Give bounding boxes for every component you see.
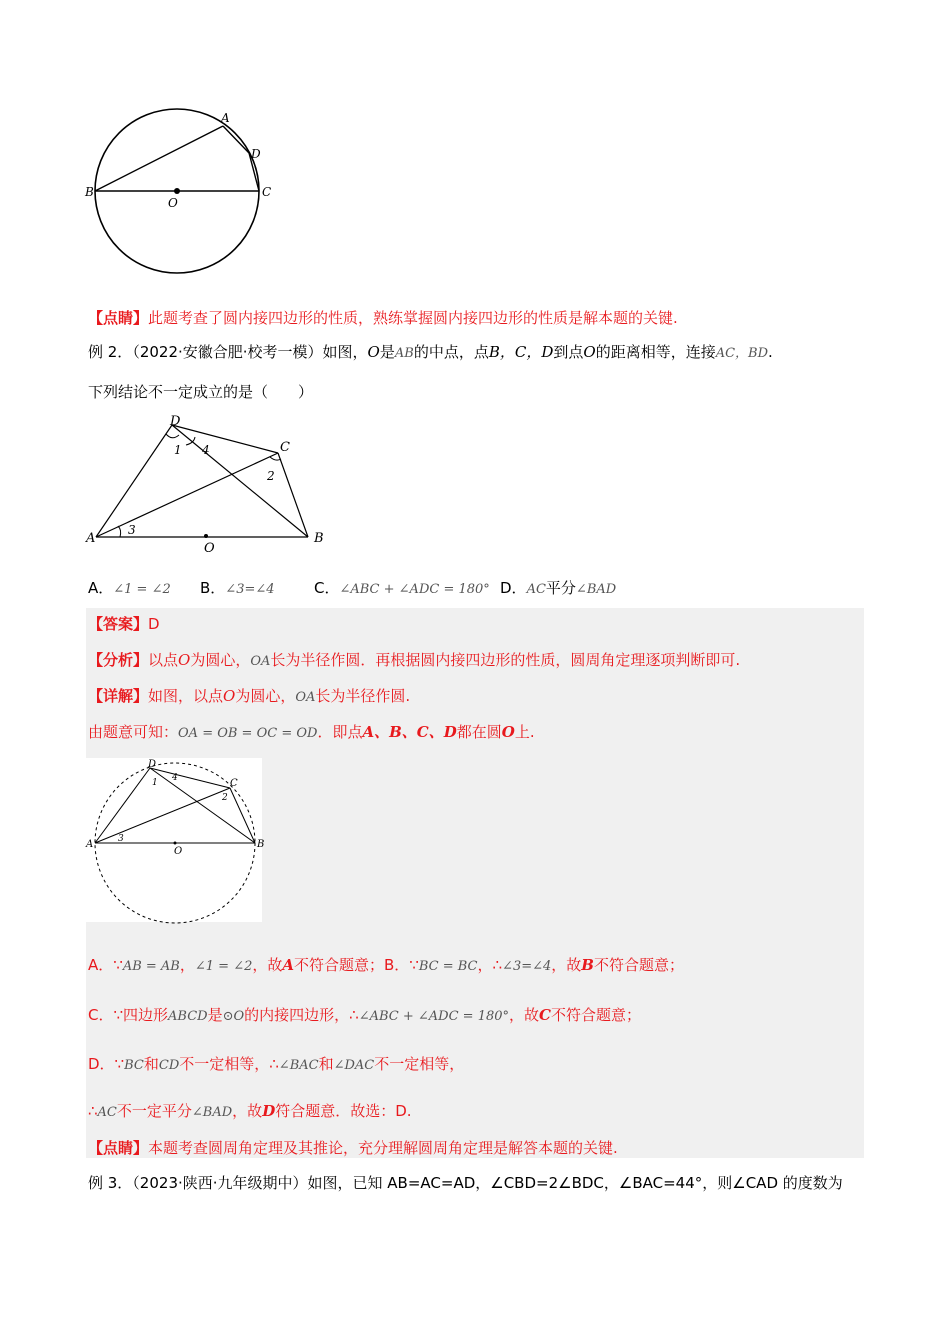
solution-line-c: C．∵四边形ABCD是⊙O的内接四边形，∴∠ABC + ∠ADC = 180°，故C不符合题意； — [88, 1006, 642, 1024]
option-c[interactable]: C．∠ABC + ∠ADC = 180° — [314, 579, 490, 597]
dianjing-1: 【点睛】此题考查了圆内接四边形的性质，熟练掌握圆内接四边形的性质是解本题的关键. — [88, 309, 678, 327]
label-c: C — [262, 185, 272, 199]
figure-circle-1 — [82, 108, 282, 280]
detail-line: 【详解】如图，以点O为圆心，OA长为半径作圆. — [88, 687, 411, 705]
solution-line-d: D．∵BC和CD不一定相等，∴∠BAC和∠DAC不一定相等， — [88, 1055, 465, 1073]
svg-text:2: 2 — [222, 793, 228, 803]
angle-3: 3 — [128, 523, 136, 537]
svg-text:3: 3 — [118, 834, 124, 844]
solution-line-e: ∴AC不一定平分∠BAD，故D符合题意．故选：D. — [88, 1102, 412, 1120]
answer-line: 【答案】D — [88, 615, 160, 633]
label-a: A — [221, 111, 230, 125]
label-d: D — [170, 414, 181, 429]
label-d: D — [251, 147, 261, 161]
angle-4: 4 — [202, 443, 210, 457]
svg-text:1: 1 — [152, 778, 158, 788]
label-c: C — [280, 440, 290, 455]
label-o: O — [168, 196, 178, 210]
svg-text:C: C — [230, 778, 238, 789]
analysis-line: 【分析】以点O为圆心，OA长为半径作圆．再根据圆内接四边形的性质，圆周角定理逐项判断即可. — [88, 651, 741, 669]
example-2-line-2: 下列结论不一定成立的是（ ） — [88, 383, 314, 401]
svg-text:O: O — [174, 846, 183, 857]
option-b[interactable]: B．∠3=∠4 — [200, 579, 275, 597]
label-b: B — [314, 531, 324, 546]
option-a[interactable]: A．∠1 = ∠2 — [88, 579, 171, 597]
label-o: O — [204, 541, 215, 556]
solution-line-a: A．∵AB = AB，∠1 = ∠2，故A不符合题意；B．∵BC = BC，∴∠3=∠4，故B不符合题意； — [88, 956, 684, 974]
angle-1: 1 — [174, 443, 182, 457]
dianjing-2: 【点睛】本题考查圆周角定理及其推论，充分理解圆周角定理是解答本题的关键. — [88, 1139, 618, 1157]
option-d[interactable]: D．AC平分∠BAD — [500, 579, 617, 597]
figure-quadrilateral-2 — [82, 415, 332, 555]
label-a: A — [86, 531, 96, 546]
example-3-line: 例 3．（2023·陕西·九年级期中）如图，已知 AB=AC=AD，∠CBD=2∠BDC，∠BAC=44°，则∠CAD 的度数为 — [88, 1174, 843, 1192]
svg-text:B: B — [257, 839, 265, 850]
known-line: 由题意可知：OA = OB = OC = OD．即点A、B、C、D都在圆O上. — [88, 723, 535, 741]
svg-text:A: A — [86, 839, 94, 850]
svg-text:D: D — [148, 759, 157, 770]
angle-2: 2 — [267, 469, 275, 483]
figure-circle-3 — [86, 758, 265, 922]
svg-text:4: 4 — [172, 773, 178, 783]
example-2-line-1: 例 2．（2022·安徽合肥·校考一模）如图，O是AB的中点，点B，C，D到点O的距离相等，连接AC，BD. — [88, 343, 773, 361]
label-b: B — [85, 185, 94, 199]
